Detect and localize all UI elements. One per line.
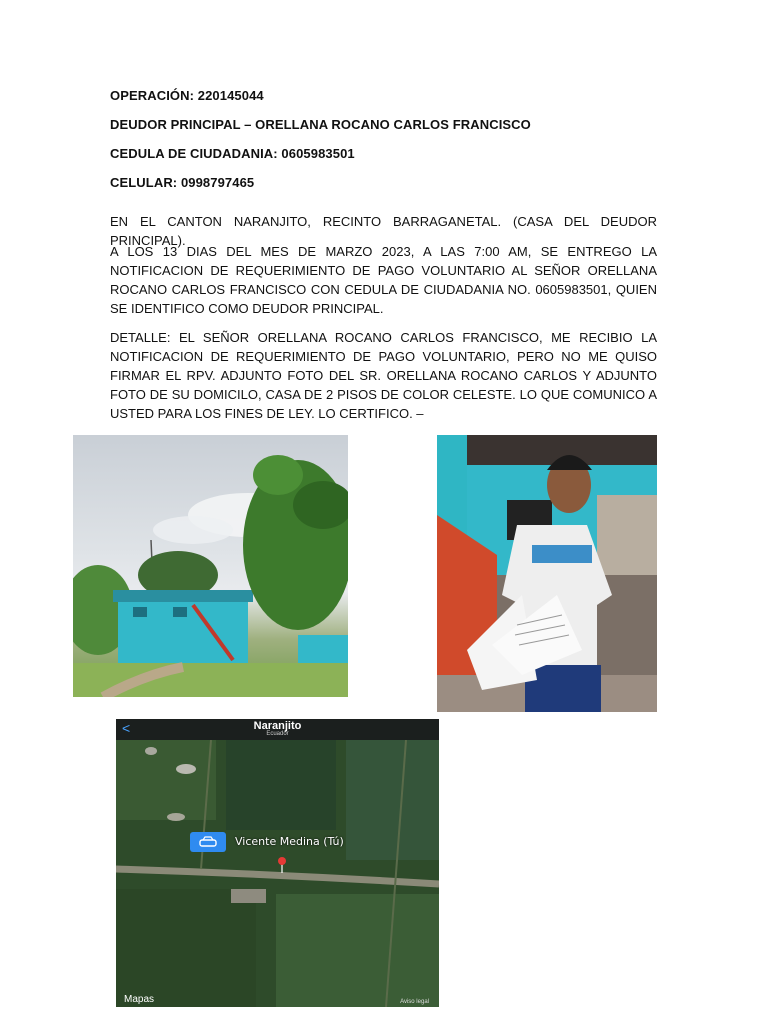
legal-notice-link[interactable]: Aviso legal xyxy=(400,999,429,1005)
location-label[interactable]: Vicente Medina (Tú) xyxy=(235,835,344,848)
location-paragraph: EN EL CANTON NARANJITO, RECINTO BARRAGANETAL. (CASA DEL DEUDOR PRINCIPAL). xyxy=(110,214,657,248)
notice-paragraph: A LOS 13 DIAS DEL MES DE MARZO 2023, A LAS 7:00 AM, SE ENTREGO LA NOTIFICACION DE REQUERIMIENTO DE PAGO VOLUNTARIO AL SEÑOR ORELLANA ROCANO CARLOS FRANCISCO CON CEDULA DE CIUDADANIA NO. 0605983501, QUIEN SE IDENTIFICO COMO DEUDOR PRINCIPAL. xyxy=(110,244,657,316)
debtor-photo xyxy=(437,435,657,712)
debtor-photo-illustration xyxy=(437,435,657,712)
detail-paragraph: DETALLE: EL SEÑOR ORELLANA ROCANO CARLOS FRANCISCO, ME RECIBIO LA NOTIFICACION DE REQUERIMIENTO DE PAGO VOLUNTARIO, PERO NO ME QUISO FIRMAR EL RPV. ADJUNTO FOTO DEL SR. ORELLANA ROCANO CARLOS Y ADJUNTO FOTO DE SU DOMICILO, CASA DE 2 PISOS DE COLOR CELESTE. LO QUE COMUNICO A USTED PARA LOS FINES DE LEY. LO CERTIFICO. – xyxy=(110,330,657,421)
satellite-map xyxy=(116,719,439,1007)
id-card-number: CEDULA DE CIUDADANIA: 0605983501 xyxy=(110,146,355,161)
map-subtitle: Ecuador xyxy=(266,731,289,737)
house-photo-illustration xyxy=(73,435,348,697)
car-icon-glyph xyxy=(190,832,226,852)
cellphone-number: CELULAR: 0998797465 xyxy=(110,175,255,190)
house-photo xyxy=(73,435,348,697)
map-title: Naranjito xyxy=(253,720,302,732)
map-screenshot xyxy=(116,719,439,1007)
car-icon[interactable] xyxy=(190,832,226,852)
operation-number: OPERACIÓN: 220145044 xyxy=(110,88,264,103)
principal-debtor: DEUDOR PRINCIPAL – ORELLANA ROCANO CARLOS FRANCISCO xyxy=(110,117,531,132)
maps-brand: Mapas xyxy=(124,994,155,1005)
back-chevron-icon[interactable]: < xyxy=(122,720,131,736)
